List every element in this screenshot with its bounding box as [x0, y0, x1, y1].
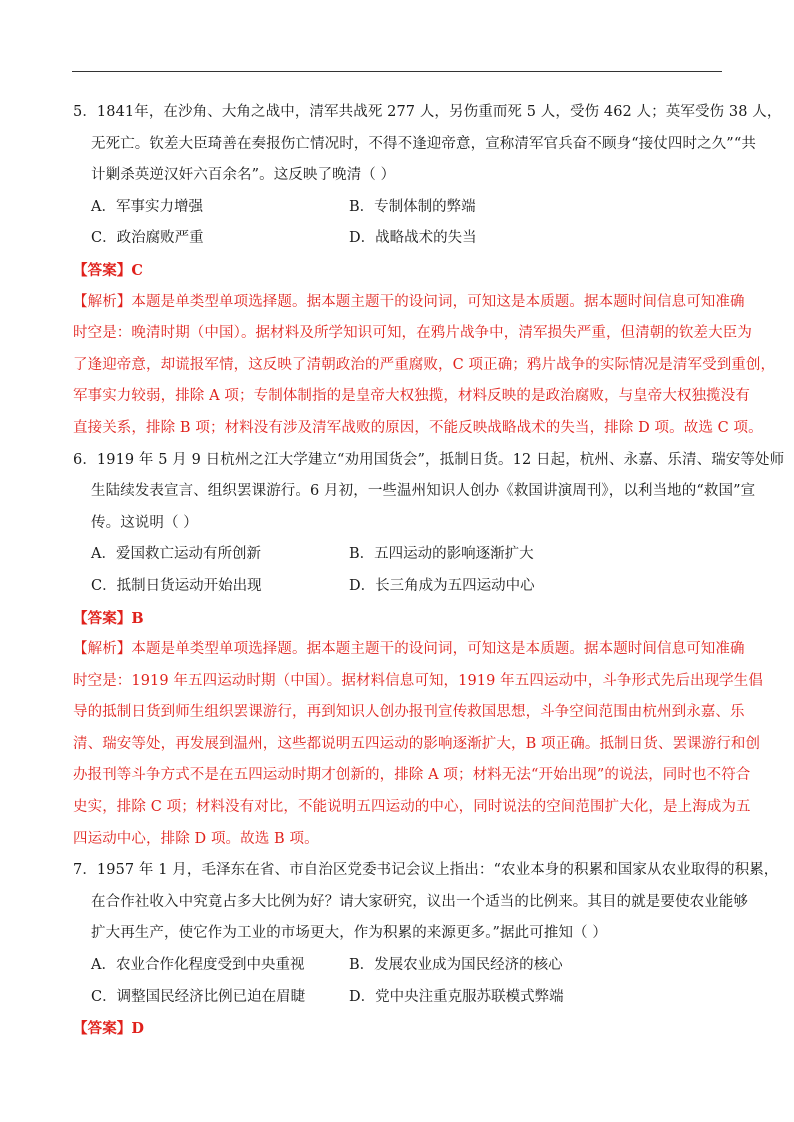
answer: 【答案】D: [73, 1020, 145, 1038]
option-b: B．专制体制的弊端: [349, 198, 476, 215]
options: [73, 192, 733, 255]
question-stem-line: 5．1841年，在沙角、大角之战中，清军共战死 277 人，另伤重而死 5 人，受伤 462 人；英军受伤 38 人，: [73, 104, 782, 120]
question-stem-line: 生陆续发表宣言、组织罢课游行。6 月初，一些温州知识人创办《救国讲演周刊》，以利当地的“救国”宣: [91, 483, 756, 500]
option-c: C．抵制日货运动开始出现: [91, 577, 262, 594]
analysis-line: 【解析】本题是单类型单项选择题。据本题主题干的设问词，可知这是本质题。据本题时间信息可知准确: [73, 641, 745, 658]
header-rule: [72, 71, 722, 72]
question-stem-line: 传。这说明（ ）: [91, 514, 198, 531]
answer: 【答案】B: [73, 609, 144, 627]
question-5: [73, 97, 782, 445]
analysis-line: 史实，排除 C 项；材料没有对比，不能说明五四运动的中心，同时说法的空间范围扩大化，是上海成为五: [73, 799, 751, 816]
option-c: C．政治腐败严重: [91, 230, 204, 247]
option-a: A．军事实力增强: [91, 198, 203, 215]
option-d: D．党中央注重克服苏联模式弊端: [349, 988, 564, 1005]
question-7: [73, 855, 779, 1045]
option-a: A．爱国救亡运动有所创新: [91, 546, 261, 563]
question-6: [73, 445, 785, 856]
analysis-line: 清、瑞安等处，再发展到温州，这些都说明五四运动的影响逐渐扩大，B 项正确。抵制日货、罢课游行和创: [73, 735, 761, 752]
analysis-line: 导的抵制日货到师生组织罢课游行，再到知识人创办报刊宣传救国思想，斗争空间范围由杭州到永嘉、乐: [73, 704, 745, 721]
options: [73, 539, 733, 602]
answer: 【答案】C: [73, 261, 144, 279]
option-a: A．农业合作化程度受到中央重视: [91, 957, 305, 974]
page-content: [73, 97, 785, 1045]
analysis-line: 军事实力较弱，排除 A 项；专制体制指的是皇帝大权独揽，材料反映的是政治腐败，与皇帝大权独揽没有: [73, 388, 750, 405]
analysis-line: 四运动中心，排除 D 项。故选 B 项。: [73, 830, 319, 847]
analysis-line: 了逢迎帝意，却谎报军情，这反映了清朝政治的严重腐败，C 项正确；鸦片战争的实际情况是清军受到重创，: [73, 356, 776, 373]
analysis-line: 【解析】本题是单类型单项选择题。据本题主题干的设问词，可知这是本质题。据本题时间信息可知准确: [73, 293, 745, 310]
question-stem-line: 计剿杀英逆汉奸六百余名”。这反映了晚清（ ）: [91, 167, 396, 184]
analysis-line: 直接关系，排除 B 项；材料没有涉及清军战败的原因，不能反映战略战术的失当，排除 D 项。故选 C 项。: [73, 419, 763, 436]
options: [73, 950, 733, 1013]
question-stem-line: 无死亡。钦差大臣琦善在奏报伤亡情况时，不得不逢迎帝意，宣称清军官兵奋不顾身“接仗四时之久”“共: [91, 135, 756, 152]
option-c: C．调整国民经济比例已迫在眉睫: [91, 988, 306, 1005]
option-b: B．发展农业成为国民经济的核心: [349, 957, 563, 974]
analysis-line: 办报刊等斗争方式不是在五四运动时期才创新的，排除 A 项；材料无法“开始出现”的说法，同时也不符合: [73, 767, 751, 784]
option-b: B．五四运动的影响逐渐扩大: [349, 546, 534, 563]
question-stem-line: 扩大再生产，使它作为工业的市场更大，作为积累的来源更多。”据此可推知（ ）: [91, 925, 607, 942]
question-stem-line: 在合作社收入中究竟占多大比例为好？请大家研究，议出一个适当的比例来。其目的就是要使农业能够: [91, 893, 748, 910]
option-d: D．战略战术的失当: [349, 230, 477, 247]
analysis-line: 时空是：晚清时期（中国）。据材料及所学知识可知，在鸦片战争中，清军损失严重，但清朝的钦差大臣为: [73, 325, 752, 342]
analysis-line: 时空是：1919 年五四运动时期（中国）。据材料信息可知，1919 年五四运动中，斗争形式先后出现学生倡: [73, 672, 763, 689]
question-stem-line: 6．1919 年 5 月 9 日杭州之江大学建立“劝用国货会”，抵制日货。12 日起，杭州、永嘉、乐清、瑞安等处师: [73, 451, 785, 468]
question-stem-line: 7．1957 年 1 月，毛泽东在省、市自治区党委书记会议上指出：“农业本身的积累和国家从农业取得的积累，: [73, 862, 779, 879]
option-d: D．长三角成为五四运动中心: [349, 577, 535, 594]
